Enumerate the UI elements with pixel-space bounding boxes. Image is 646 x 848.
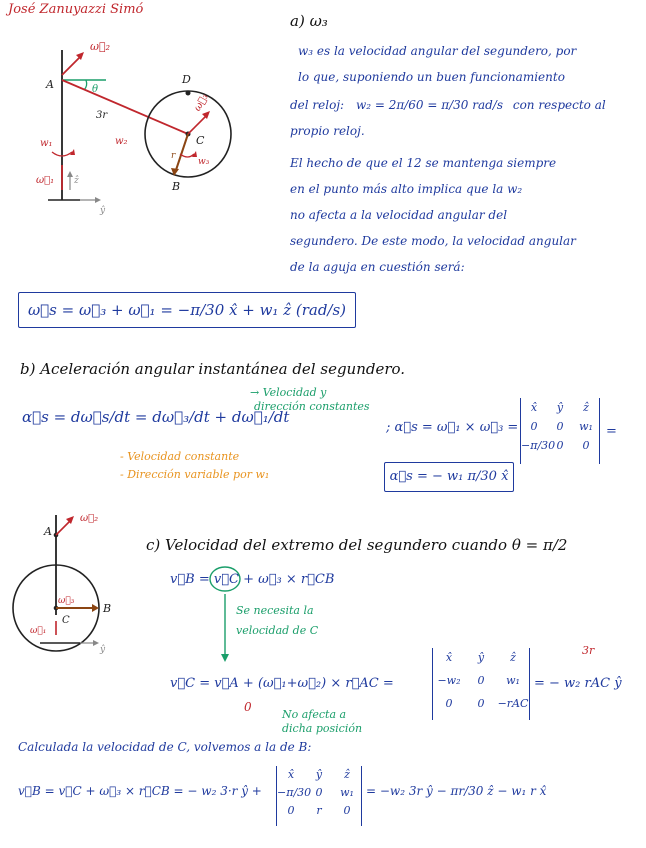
label-z-axis: ẑ [74,176,79,186]
part-a-line-2: lo que, suponiendo un buen funcionamiento [298,70,565,84]
part-a-line-4: propio reloj. [290,124,365,138]
determinant-final: x̂ ŷ ẑ −π/30 0 w₁ 0 r 0 [276,766,362,826]
green-note-2: dirección constantes [254,400,370,413]
eq-vc: v⃗C = v⃗A + (ω⃗₁+ω⃗₂) × r⃗AC = [170,676,394,691]
green-note-c2: velocidad de C [236,624,319,637]
eq-final-left: v⃗B = v⃗C + ω⃗₃ × r⃗CB = − w₂ 3·r ŷ + [18,784,262,798]
part-a-heading: a) ω₃ [290,12,328,30]
label-w1-2: ω⃗₁ [30,626,47,636]
label-C-2: C [62,615,70,626]
label-w3-2: ω⃗₃ [58,596,75,606]
green-note-c1: Se necesita la [236,604,314,617]
part-a-line-8: segundero. De este modo, la velocidad angular [290,234,576,248]
part-b-equals: = [606,424,617,439]
vc-circle-highlight [208,564,242,594]
part-b-heading: b) Aceleración angular instantánea del segundero. [20,360,406,378]
label-w2-2: ω⃗₂ [80,513,99,524]
arm-AC [62,80,188,134]
part-a-line-7: no afecta a la velocidad angular del [290,208,508,222]
point-D [186,91,191,96]
result-box-a: ω⃗s = ω⃗₃ + ω⃗₁ = −π/30 x̂ + w₁ ẑ (rad/s) [18,292,356,328]
eq-final-right: = −w₂ 3r ŷ − πr/30 ẑ − w₁ r x̂ [366,784,547,798]
green-note-1: → Velocidad y [250,386,327,399]
label-C: C [196,134,205,147]
clock-diagram-2 [0,505,130,655]
eq-vb: v⃗B = v⃗C + ω⃗₃ × r⃗CB [170,572,335,587]
zero-va: 0 [244,700,252,714]
w2-arrow [62,52,84,75]
clock-diagram-1 [0,30,270,220]
label-w3-diagram: ω⃗₃ [192,91,211,114]
label-w2: ω⃗₂ [90,40,110,53]
label-w1-vec: ω⃗₁ [36,175,55,186]
z-axis-arrow [67,171,73,190]
label-B: B [172,180,181,193]
green-note-c3: No afecta a [282,708,347,721]
eq-vc-end: = − w₂ rAC ŷ [534,676,622,691]
label-y-axis: ŷ [100,206,106,216]
w2-arrow-2 [56,516,74,535]
label-3r-above: 3r [582,644,595,657]
green-note-c4: dicha posición [282,722,363,735]
label-r: r [171,151,176,161]
part-a-line-9: de la aguja en cuestión será: [290,260,465,274]
green-arrow-down [220,594,230,664]
label-3r: 3r [96,110,108,121]
w3-arrow [188,111,210,134]
determinant-c: x̂ ŷ ẑ −w₂ 0 w₁ 0 0 −rAC [432,648,530,720]
author-name: José Zanuyazzi Simó [8,2,144,17]
label-w2-small: w₂ [115,136,128,147]
label-A: A [46,78,54,91]
orange-note-1: - Velocidad constante [120,450,240,463]
w1-rotation [52,149,75,156]
label-w3-small: w₃ [198,157,210,167]
label-w1-small: w₁ [40,138,53,149]
label-A-2: A [44,525,52,538]
part-b-equation: α⃗s = dω⃗s/dt = dω⃗₃/dt + dω⃗₁/dt [22,408,290,426]
orange-note-2: - Dirección variable por w₁ [120,468,270,481]
part-b-cross: ; α⃗s = ω⃗₁ × ω⃗₃ = [386,420,519,435]
label-y-axis-2: ŷ [100,645,106,655]
label-theta: θ [92,84,99,95]
part-a-line-1: w₃ es la velocidad angular del segundero, por [298,44,577,58]
determinant-b: x̂ ŷ ẑ 0 0 w₁ −π/30 0 0 [520,398,600,464]
part-a-line-3: del reloj: w₂ = 2π/60 = π/30 rad/s con respecto al [290,98,606,112]
label-B-2: B [103,602,112,615]
result-box-b: α⃗s = − w₁ π/30 x̂ [384,462,514,492]
label-D: D [182,73,191,86]
part-a-line-5: El hecho de que el 12 se mantenga siempre [290,156,557,170]
y-axis-arrow [80,197,101,203]
conclusion-line: Calculada la velocidad de C, volvemos a la de B: [18,740,312,754]
part-a-line-6: en el punto más alto implica que la w₂ [290,182,523,196]
part-c-heading: c) Velocidad del extremo del segundero cuando θ = π/2 [146,536,568,554]
